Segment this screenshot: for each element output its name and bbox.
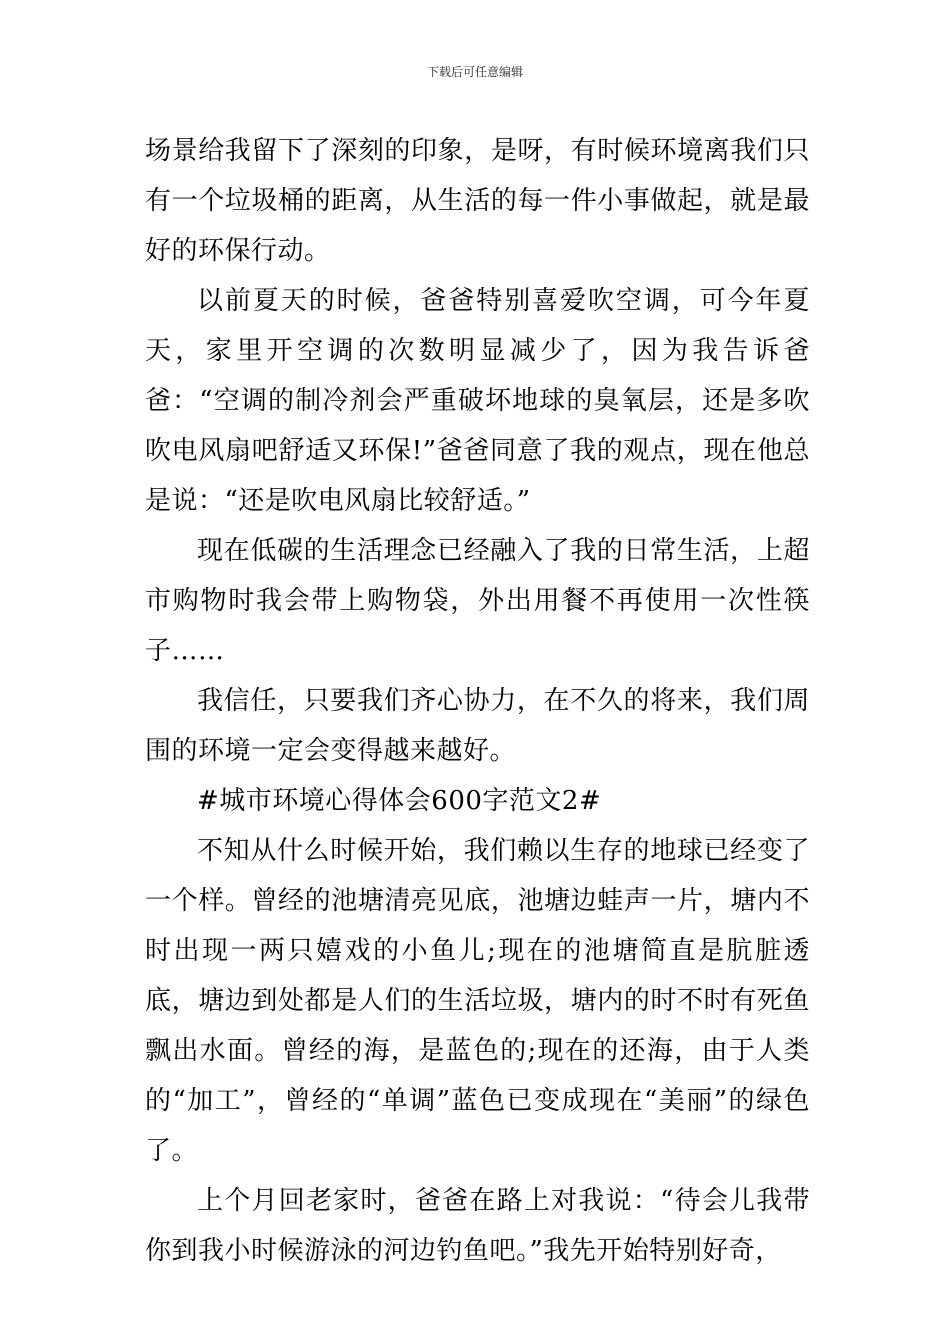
paragraph-5: 不知从什么时候开始，我们赖以生存的地球已经变了一个样。曾经的池塘清亮见底，池塘边蛙声一片，塘内不时出现一两只嬉戏的小鱼儿;现在的池塘简直是肮脏透底，塘边到处都是人们的生活垃圾，塘内的时不时有死鱼飘出水面。曾经的海，是蓝色的;现在的还海，由于人类的“加工”，曾经的“单调”蓝色已变成现在“美丽”的绿色了。 [145, 836, 810, 1166]
paragraph-6: 上个月回老家时，爸爸在路上对我说：“待会儿我带你到我小时候游泳的河边钓鱼吧。”我先开始特别好奇， [145, 1186, 810, 1266]
section-heading: #城市环境心得体会600字范文2# [197, 786, 602, 816]
paragraph-4: 我信任，只要我们齐心协力，在不久的将来，我们周围的环境一定会变得越来越好。 [145, 686, 810, 766]
paragraph-1: 场景给我留下了深刻的印象，是呀，有时候环境离我们只有一个垃圾桶的距离，从生活的每一件小事做起，就是最好的环保行动。 [145, 136, 810, 266]
paragraph-2: 以前夏天的时候，爸爸特别喜爱吹空调，可今年夏天，家里开空调的次数明显减少了，因为我告诉爸爸：“空调的制冷剂会严重破坏地球的臭氧层，还是多吹吹电风扇吧舒适又环保!”爸爸同意了我的观点，现在他总是说：“还是吹电风扇比较舒适。” [145, 286, 810, 516]
document-body [145, 126, 810, 1276]
page-header: 下载后可任意编辑 [426, 65, 523, 79]
paragraph-3: 现在低碳的生活理念已经融入了我的日常生活，上超市购物时我会带上购物袋，外出用餐不再使用一次性筷子…… [145, 536, 810, 666]
